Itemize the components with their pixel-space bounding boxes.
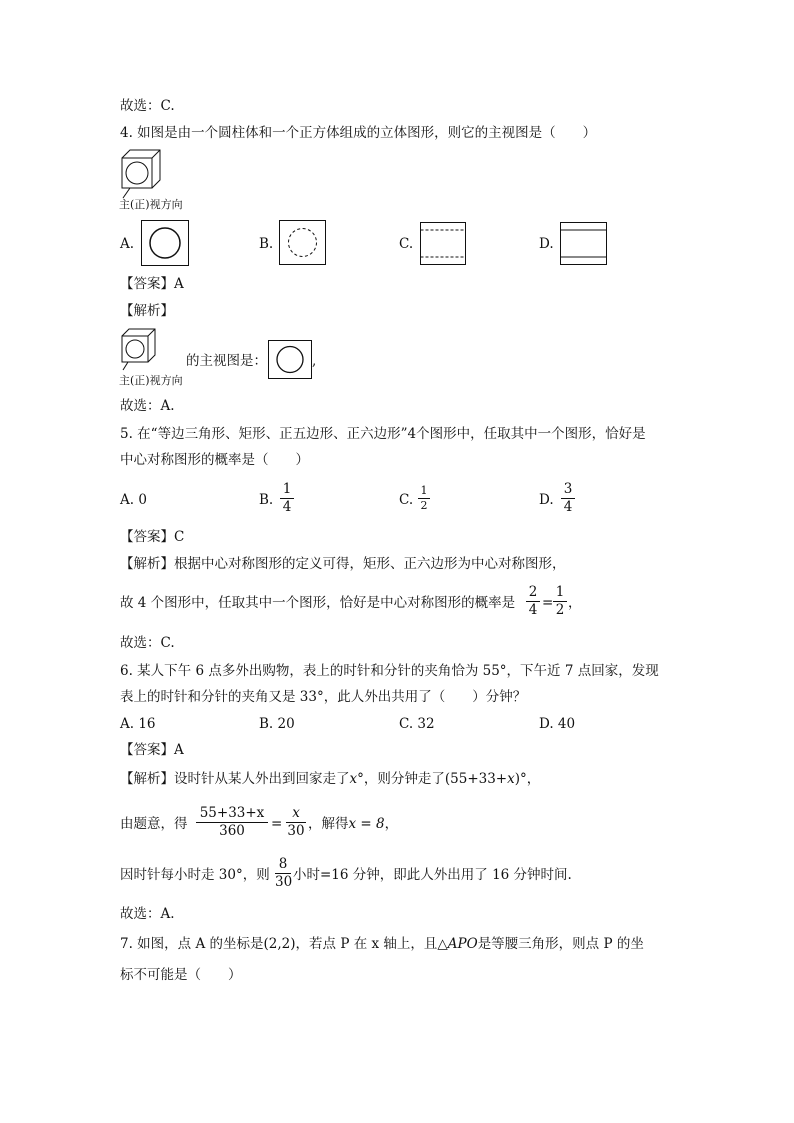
q7-line1-mid: ，若点 P 在 x 轴上，且△ <box>295 936 448 952</box>
q5-option-b-label: B. <box>259 492 274 508</box>
q4-answer: 【答案】A <box>120 276 184 292</box>
q5-option-b-fraction <box>280 482 294 515</box>
q6-option-a: A. 16 <box>120 716 156 732</box>
q5-line1: 5. 在“等边三角形、矩形、正五边形、正六边形”4个图形中，任取其中一个图形，恰好是 <box>120 426 646 442</box>
q4-analysis-solid-icon <box>120 328 160 374</box>
q5-answer: 【答案】C <box>120 529 185 545</box>
numerator: 2 <box>528 584 538 600</box>
q6-analysis-line1 <box>120 770 540 788</box>
q6-line3-post: 小时=16 分钟，即此人外出用了 16 分钟时间. <box>293 867 572 883</box>
q4-analysis-comma: , <box>312 353 317 369</box>
q4-option-b-figure-icon <box>279 220 326 265</box>
numerator: 3 <box>563 481 573 497</box>
q6-equation-lhs <box>196 806 268 839</box>
q7-line1-post: 是等腰三角形，则点 P 的坐 <box>477 936 644 952</box>
q7-line2: 标不可能是（ ） <box>120 967 242 983</box>
q4-option-d-label: D. <box>539 236 554 252</box>
denominator: 360 <box>219 823 245 839</box>
q5-fraction-1-2 <box>553 585 567 618</box>
q6-expression-end: )°， <box>514 771 541 787</box>
q4-option-a-figure-icon <box>141 220 189 266</box>
q6-solve-text: ，解得 <box>308 816 349 832</box>
q4-option-d-figure-icon <box>560 222 607 265</box>
numerator: 1 <box>282 481 292 497</box>
q6-expression: (55+33+ <box>444 771 508 787</box>
q5-conclusion: 故选：C. <box>120 635 175 651</box>
denominator: 2 <box>555 602 565 618</box>
q4-analysis-label: 【解析】 <box>120 303 174 319</box>
q4-analysis-caption: 主(正)视方向 <box>119 374 183 387</box>
denominator: 30 <box>287 823 305 839</box>
q7-line1-pre: 7. 如图，点 A 的坐标是 <box>120 936 264 952</box>
q5-analysis-line2: 故 4 个图形中，任取其中一个图形，恰好是中心对称图形的概率是 <box>120 595 516 611</box>
q5-equals: = <box>542 595 554 611</box>
q5-analysis-line1: 【解析】根据中心对称图形的定义可得，矩形、正六边形为中心对称图形， <box>120 556 566 572</box>
q5-option-d-label: D. <box>539 492 554 508</box>
q6-option-c: C. 32 <box>399 716 435 732</box>
q6-analysis-pre: 【解析】设时针从某人外出到回家走了 <box>120 771 350 787</box>
q4-figure-caption: 主(正)视方向 <box>119 198 183 211</box>
q4-conclusion: 故选：A. <box>120 398 175 414</box>
q7-coordinate: (2,2) <box>263 936 296 952</box>
q6-line2: 表上的时针和分针的夹角又是 33°，此人外出共用了（ ）分钟？ <box>120 689 527 705</box>
q6-expression-x: x <box>507 771 515 787</box>
numerator: x <box>292 805 300 821</box>
numerator: 1 <box>555 584 565 600</box>
q6-fraction-8-30 <box>275 857 291 890</box>
q4-option-c-label: C. <box>399 236 414 252</box>
q5-analysis-line2-end: ， <box>568 595 582 611</box>
q5-option-c-label: C. <box>399 492 414 508</box>
denominator: 4 <box>563 499 573 515</box>
denominator: 4 <box>528 602 538 618</box>
q6-equation-prefix: 由题意，得 <box>120 816 188 832</box>
q6-option-b: B. 20 <box>259 716 295 732</box>
q6-equation-post <box>308 815 398 833</box>
q6-solution: x = 8 <box>348 816 385 832</box>
numerator: 1 <box>420 484 428 497</box>
q6-equation-sign: = <box>271 816 283 832</box>
q7-line1 <box>120 935 644 953</box>
q5-option-d-fraction <box>561 482 575 515</box>
q6-line1: 6. 某人下午 6 点多外出购物，表上的时针和分针的夹角恰为 55°，下午近 7 点回家，发现 <box>120 663 659 679</box>
q5-line2: 中心对称图形的概率是（ ） <box>120 452 309 468</box>
q4-analysis-text: 的主视图是： <box>186 353 267 369</box>
q6-var-x: x <box>349 771 358 787</box>
q5-option-a: A. 0 <box>120 492 147 508</box>
denominator: 4 <box>282 499 292 515</box>
numerator: 8 <box>278 856 288 872</box>
q6-line3-pre: 因时针每小时走 30°，则 <box>120 867 270 883</box>
q5-option-c-fraction <box>418 485 430 512</box>
q6-conclusion: 故选：A. <box>120 906 175 922</box>
q4-option-c-figure-icon <box>420 222 466 265</box>
q6-option-d: D. 40 <box>539 716 576 732</box>
q5-fraction-2-4 <box>526 585 540 618</box>
q7-triangle-name: APO <box>447 936 478 952</box>
q4-option-b-label: B. <box>259 236 274 252</box>
numerator: 55+33+x <box>199 805 265 821</box>
q6-analysis-mid: °，则分钟走了 <box>357 771 445 787</box>
q6-solution-end: ， <box>384 816 399 832</box>
q4-question: 4. 如图是由一个圆柱体和一个正方体组成的立体图形，则它的主视图是（ ） <box>120 125 597 141</box>
q4-analysis-front-view-icon <box>268 340 312 379</box>
q4-option-a-label: A. <box>120 236 135 252</box>
q6-answer: 【答案】A <box>120 742 184 758</box>
denominator: 30 <box>275 874 293 890</box>
denominator: 2 <box>420 499 428 512</box>
q3-conclusion: 故选：C. <box>120 98 175 114</box>
q6-equation-rhs <box>286 806 306 839</box>
